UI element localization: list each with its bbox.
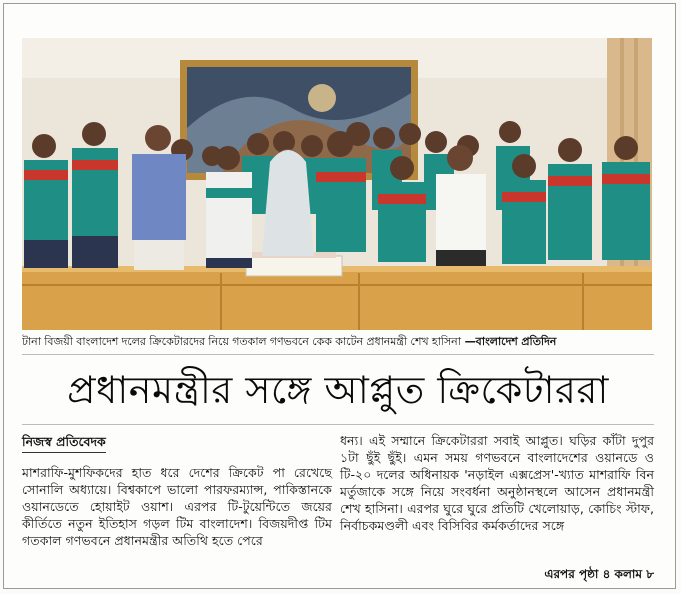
- headline-divider: [22, 424, 654, 425]
- news-photo: [22, 38, 652, 330]
- continued-on-page: এরপর পৃষ্ঠা ৪ কলাম ৮: [544, 567, 654, 581]
- photo-caption: [22, 333, 654, 351]
- article-column-right: ধন্য। এই সম্মানে ক্রিকেটাররা সবাই আপ্লুত। ঘড়ির কাঁটা দুপুর ১টা ছুঁই ছুঁই। এমন সময় গণভবনে বাংলাদেশের ওয়ানডে ও টি-২০ দলের অধিনায়ক 'নড়াইল এক্সপ্রেস'-খ্যাত মাশরাফি বিন মর্তুজাকে সঙ্গে নিয়ে সংবর্ধনা অনুষ্ঠানস্থলে আসেন প্রধানমন্ত্রী শেখ হাসিনা। এরপর ঘুরে ঘুরে প্রতিটি খেলোয়াড়, কোচিং স্টাফ, নির্বাচকমণ্ডলী এবং বিসিবির কর্মকর্তাদের সঙ্গে: [340, 433, 654, 533]
- caption-divider: [22, 354, 654, 355]
- caption-text: টানা বিজয়ী বাংলাদেশ দলের ক্রিকেটারদের নিয়ে গতকাল গণভবনে কেক কাটেন প্রধানমন্ত্রী শেখ হাসিনা: [22, 335, 461, 348]
- team-photo-illustration: [22, 38, 652, 330]
- photo-credit: —বাংলাদেশ প্রতিদিন: [460, 335, 557, 348]
- byline: নিজস্ব প্রতিবেদক: [22, 432, 106, 453]
- headline: প্রধানমন্ত্রীর সঙ্গে আপ্লুত ক্রিকেটাররা: [67, 368, 609, 412]
- article-column-left: মাশরাফি-মুশফিকদের হাত ধরে দেশের ক্রিকেট পা রেখেছে সোনালি অধ্যায়ে। বিশ্বকাপে ভালো পারফরম্যান্স, পাকিস্তানকে ওয়ানডেতে হোয়াইট ওয়াশ। এরপর টি-টুয়েন্টিতে জয়ের কীর্তিতে নতুন ইতিহাস গড়ল টিম বাংলাদেশ। বিজয়দীপ্ত টিম গতকাল গণভবনে প্রধানমন্ত্রীর অতিথি হতে পেরে: [22, 465, 332, 548]
